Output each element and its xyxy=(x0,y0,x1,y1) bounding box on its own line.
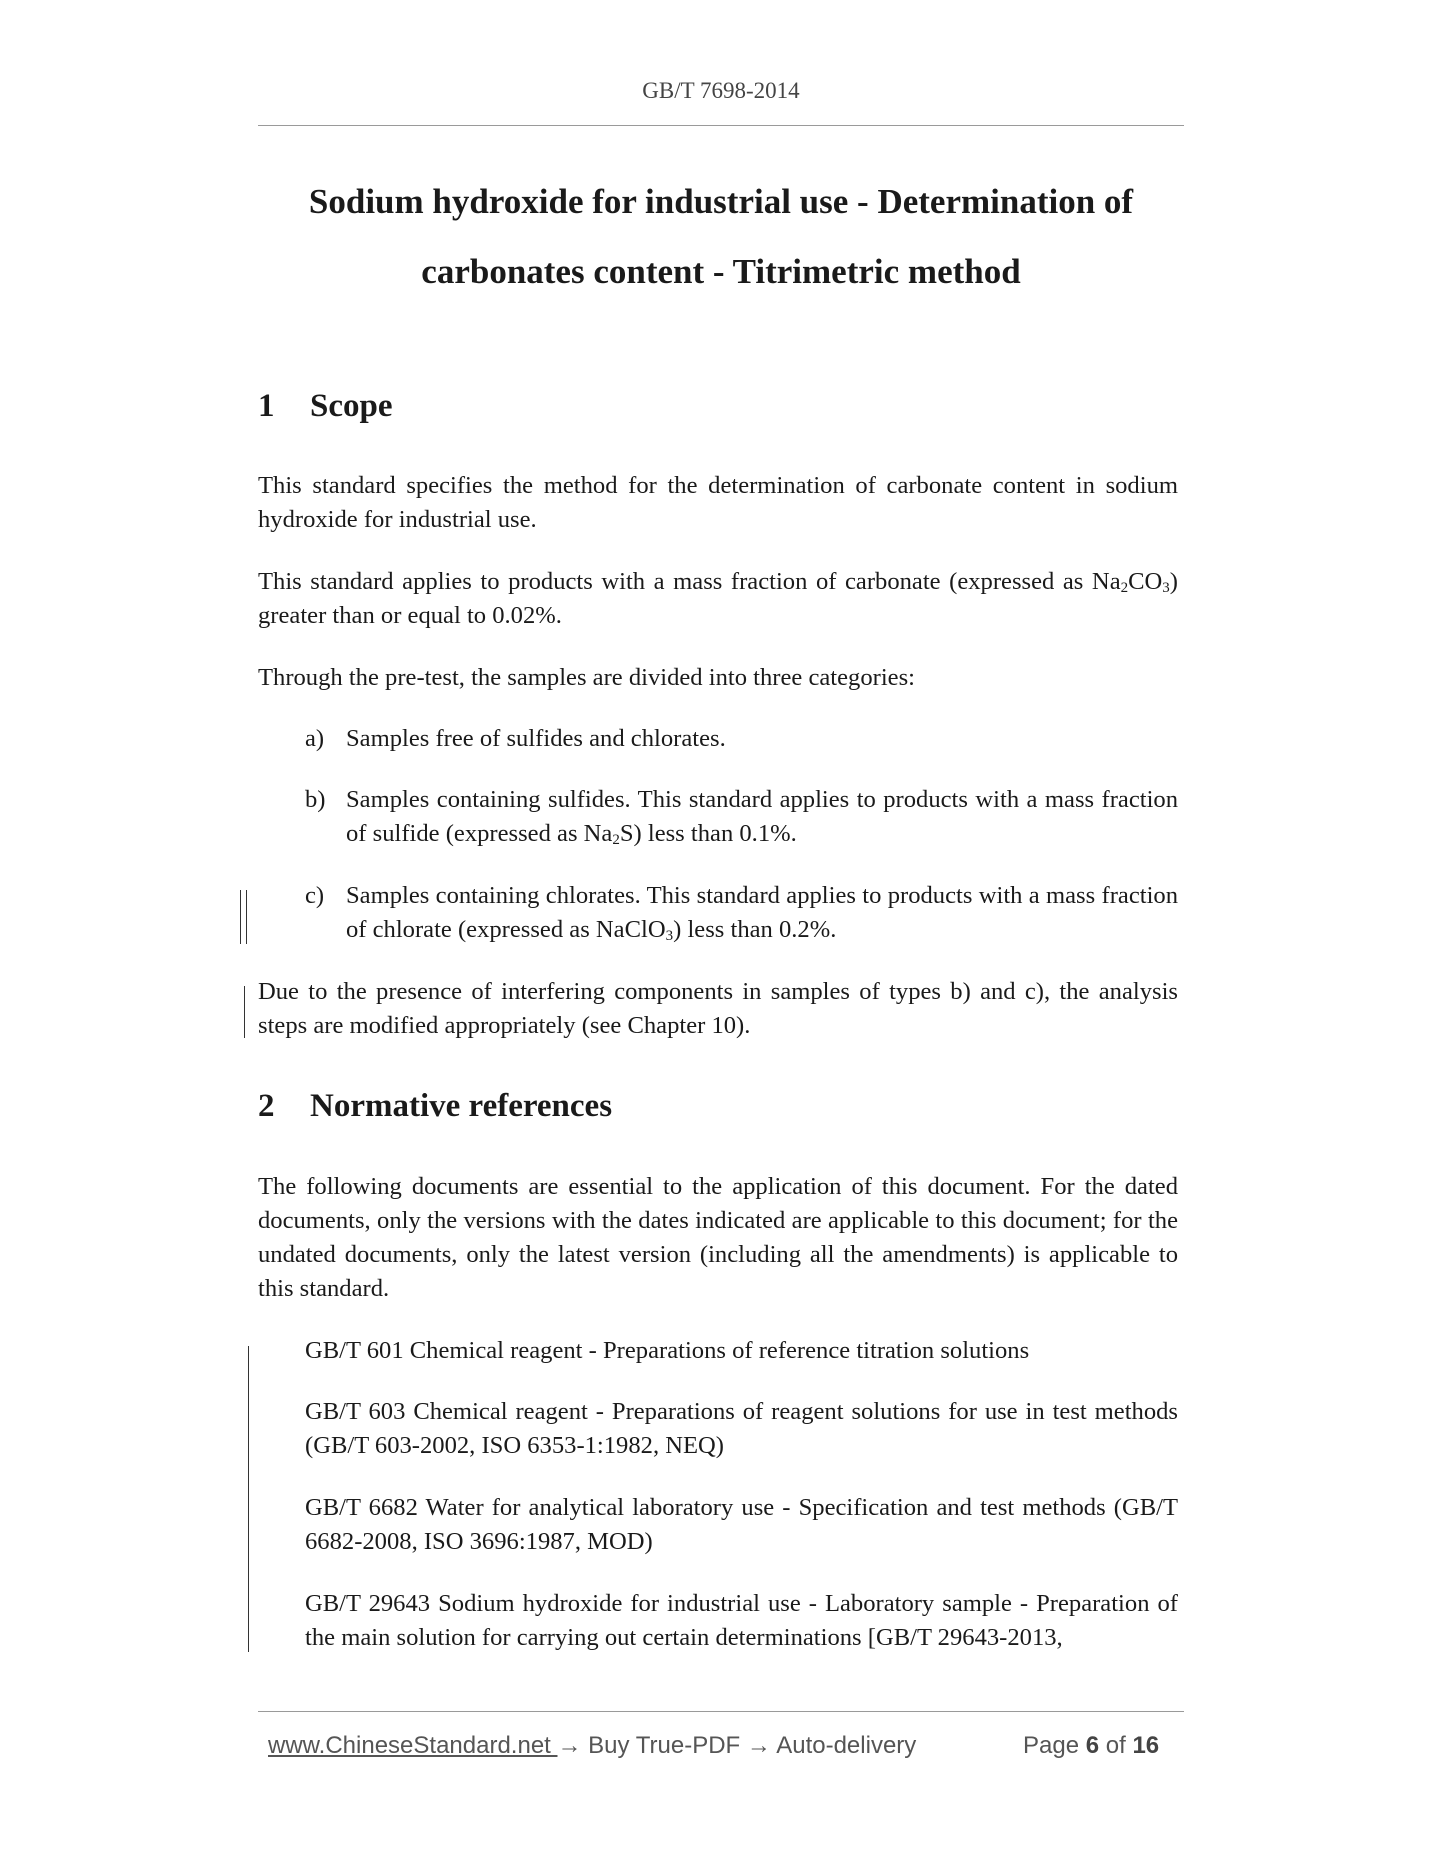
list-label: b) xyxy=(305,786,326,813)
document-title xyxy=(258,167,1184,307)
list-label: c) xyxy=(305,882,325,909)
list-text: Samples containing sulfides. This standard applies to products with a mass fraction of sulfide (expressed as $Na_2S$) less than 0.1%. xyxy=(346,786,1178,848)
footer-promo xyxy=(268,1732,916,1760)
site-link[interactable]: www.ChineseStandard.net xyxy=(268,1732,558,1759)
scope-paragraph-1: This standard specifies the method for the determination of carbonate content in sodium hydroxide for industrial use. xyxy=(258,472,1178,533)
reference-entry: GB/T 29643 Sodium hydroxide for industrial use - Laboratory sample - Preparation of the main solution for carrying out certain determinations [GB/T 29643-2013, xyxy=(305,1590,1178,1651)
revision-bar xyxy=(244,986,245,1038)
section-title: Normative references xyxy=(310,1088,613,1124)
arrow-icon: → xyxy=(746,1732,771,1759)
header-rule xyxy=(258,125,1184,126)
arrow-icon: → xyxy=(557,1732,582,1759)
page-indicator: Page 6 of 16 xyxy=(1023,1732,1160,1759)
revision-bar xyxy=(248,1346,249,1652)
list-item-a xyxy=(305,722,1178,756)
title-line-1: Sodium hydroxide for industrial use - Determination of xyxy=(308,182,1134,221)
reference-entry: GB/T 6682 Water for analytical laboratory use - Specification and test methods (GB/T 6682-2008, ISO 3696:1987, MOD) xyxy=(305,1494,1178,1555)
section-1-heading xyxy=(258,388,393,425)
list-item-b xyxy=(305,783,1178,851)
section-2-heading xyxy=(258,1088,612,1125)
section-number: 1 xyxy=(258,388,275,424)
current-page: 6 xyxy=(1085,1732,1100,1759)
reference-entry: GB/T 603 Chemical reagent - Preparations of reagent solutions for use in test methods (GB/T 603-2002, ISO 6353-1:1982, NEQ) xyxy=(305,1398,1178,1459)
list-item-c xyxy=(305,879,1178,947)
reference-entry: GB/T 601 Chemical reagent - Preparations of reference titration solutions xyxy=(305,1337,1030,1364)
list-text: Samples containing chlorates. This standard applies to products with a mass fraction of chlorate (expressed as NaClO$_3$) less than 0.2%. xyxy=(346,882,1178,944)
list-label: a) xyxy=(305,725,325,752)
buy-text: Buy True-PDF xyxy=(581,1732,747,1759)
document-number-header: GB/T 7698-2014 xyxy=(642,78,800,103)
total-pages: 16 xyxy=(1132,1732,1160,1759)
references-paragraph: The following documents are essential to the application of this document. For the dated documents, only the versions with the dates indicated are applicable to this document; for the undated documents, only the latest version (including all the amendments) is applicable to this standard. xyxy=(258,1173,1178,1302)
scope-paragraph-4: Due to the presence of interfering components in samples of types b) and c), the analysis steps are modified appropriately (see Chapter 10). xyxy=(258,978,1178,1039)
title-line-2: carbonates content - Titrimetric method xyxy=(421,252,1021,291)
revision-bar xyxy=(246,890,247,944)
delivery-text: Auto-delivery xyxy=(770,1732,917,1759)
scope-paragraph-2: This standard applies to products with a mass fraction of carbonate (expressed as $Na_2CO_3$) greater than or equal to 0.02%. xyxy=(258,568,1178,629)
section-number: 2 xyxy=(258,1088,275,1124)
scope-paragraph-3: Through the pre-test, the samples are divided into three categories: xyxy=(258,664,915,691)
footer-rule xyxy=(258,1711,1184,1712)
list-text: Samples free of sulfides and chlorates. xyxy=(346,725,726,752)
section-title: Scope xyxy=(310,388,393,424)
revision-bar xyxy=(240,890,241,944)
